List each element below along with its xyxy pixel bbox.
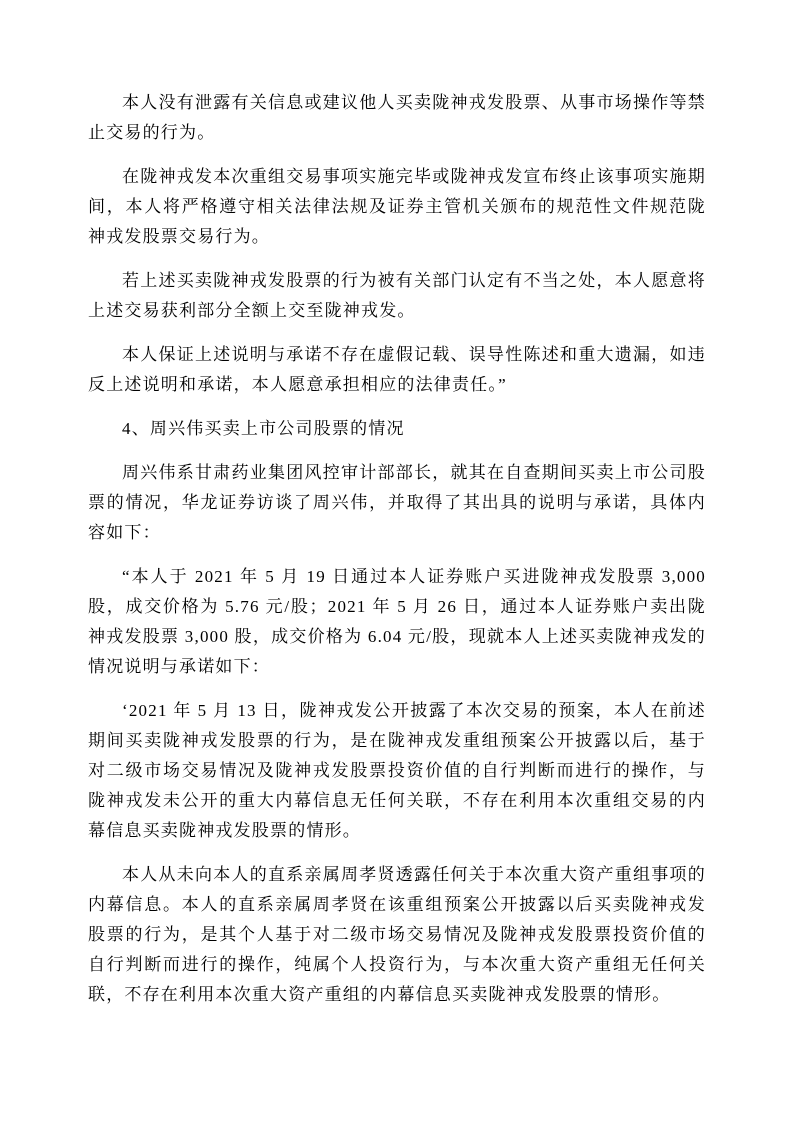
paragraph-relative-statement: 本人从未向本人的直系亲属周孝贤透露任何关于本次重大资产重组事项的内幕信息。本人的直系亲属周孝贤在该重组预案公开披露以后买卖陇神戎发股票的行为，是其个人基于对二级市场交易情况及陇神戎发股票投资价值的自行判断而进行的操作，纯属个人投资行为，与本次重大资产重组无任何关联，不存在利用本次重大资产重组的内幕信息买卖陇神戎发股票的情形。	[88, 865, 706, 1004]
paragraph-zhouxingwei-intro: 周兴伟系甘肃药业集团风控审计部部长，就其在自查期间买卖上市公司股票的情况，华龙证券访谈了周兴伟，并取得了其出具的说明与承诺，具体内容如下：	[88, 463, 706, 542]
paragraph-plan-disclosure-statement: ‘2021 年 5 月 13 日，陇神戎发公开披露了本次交易的预案，本人在前述期间买卖陇神戎发股票的行为，是在陇神戎发重组预案公开披露以后，基于对二级市场交易情况及陇神戎发股票投资价值的自行判断而进行的操作，与陇神戎发未公开的重大内幕信息无任何关联，不存在利用本次重组交易的内幕信息买卖陇神戎发股票的情形。	[88, 701, 706, 840]
document-body	[88, 88, 706, 1024]
paragraph-guarantee-liability: 本人保证上述说明与承诺不存在虚假记载、误导性陈述和重大遗漏，如违反上述说明和承诺，本人愿意承担相应的法律责任。”	[88, 345, 706, 394]
paragraph-profit-surrender: 若上述买卖陇神戎发股票的行为被有关部门认定有不当之处，本人愿意将上述交易获利部分全额上交至陇神戎发。	[88, 271, 706, 320]
paragraph-trade-details: “本人于 2021 年 5 月 19 日通过本人证券账户买进陇神戎发股票 3,000 股，成交价格为 5.76 元/股；2021 年 5 月 26 日，通过本人证券账户卖出陇神戎发股票 3,000 股，成交价格为 6.04 元/股，现就本人上述买卖陇神戎发的情况说明与承诺如下：	[88, 567, 706, 676]
paragraph-no-leak-statement: 本人没有泄露有关信息或建议他人买卖陇神戎发股票、从事市场操作等禁止交易的行为。	[88, 93, 706, 142]
paragraph-compliance-commitment: 在陇神戎发本次重组交易事项实施完毕或陇神戎发宣布终止该事项实施期间，本人将严格遵守相关法律法规及证券主管机关颁布的规范性文件规范陇神戎发股票交易行为。	[88, 167, 706, 246]
section-heading-4: 4、周兴伟买卖上市公司股票的情况	[122, 419, 405, 438]
